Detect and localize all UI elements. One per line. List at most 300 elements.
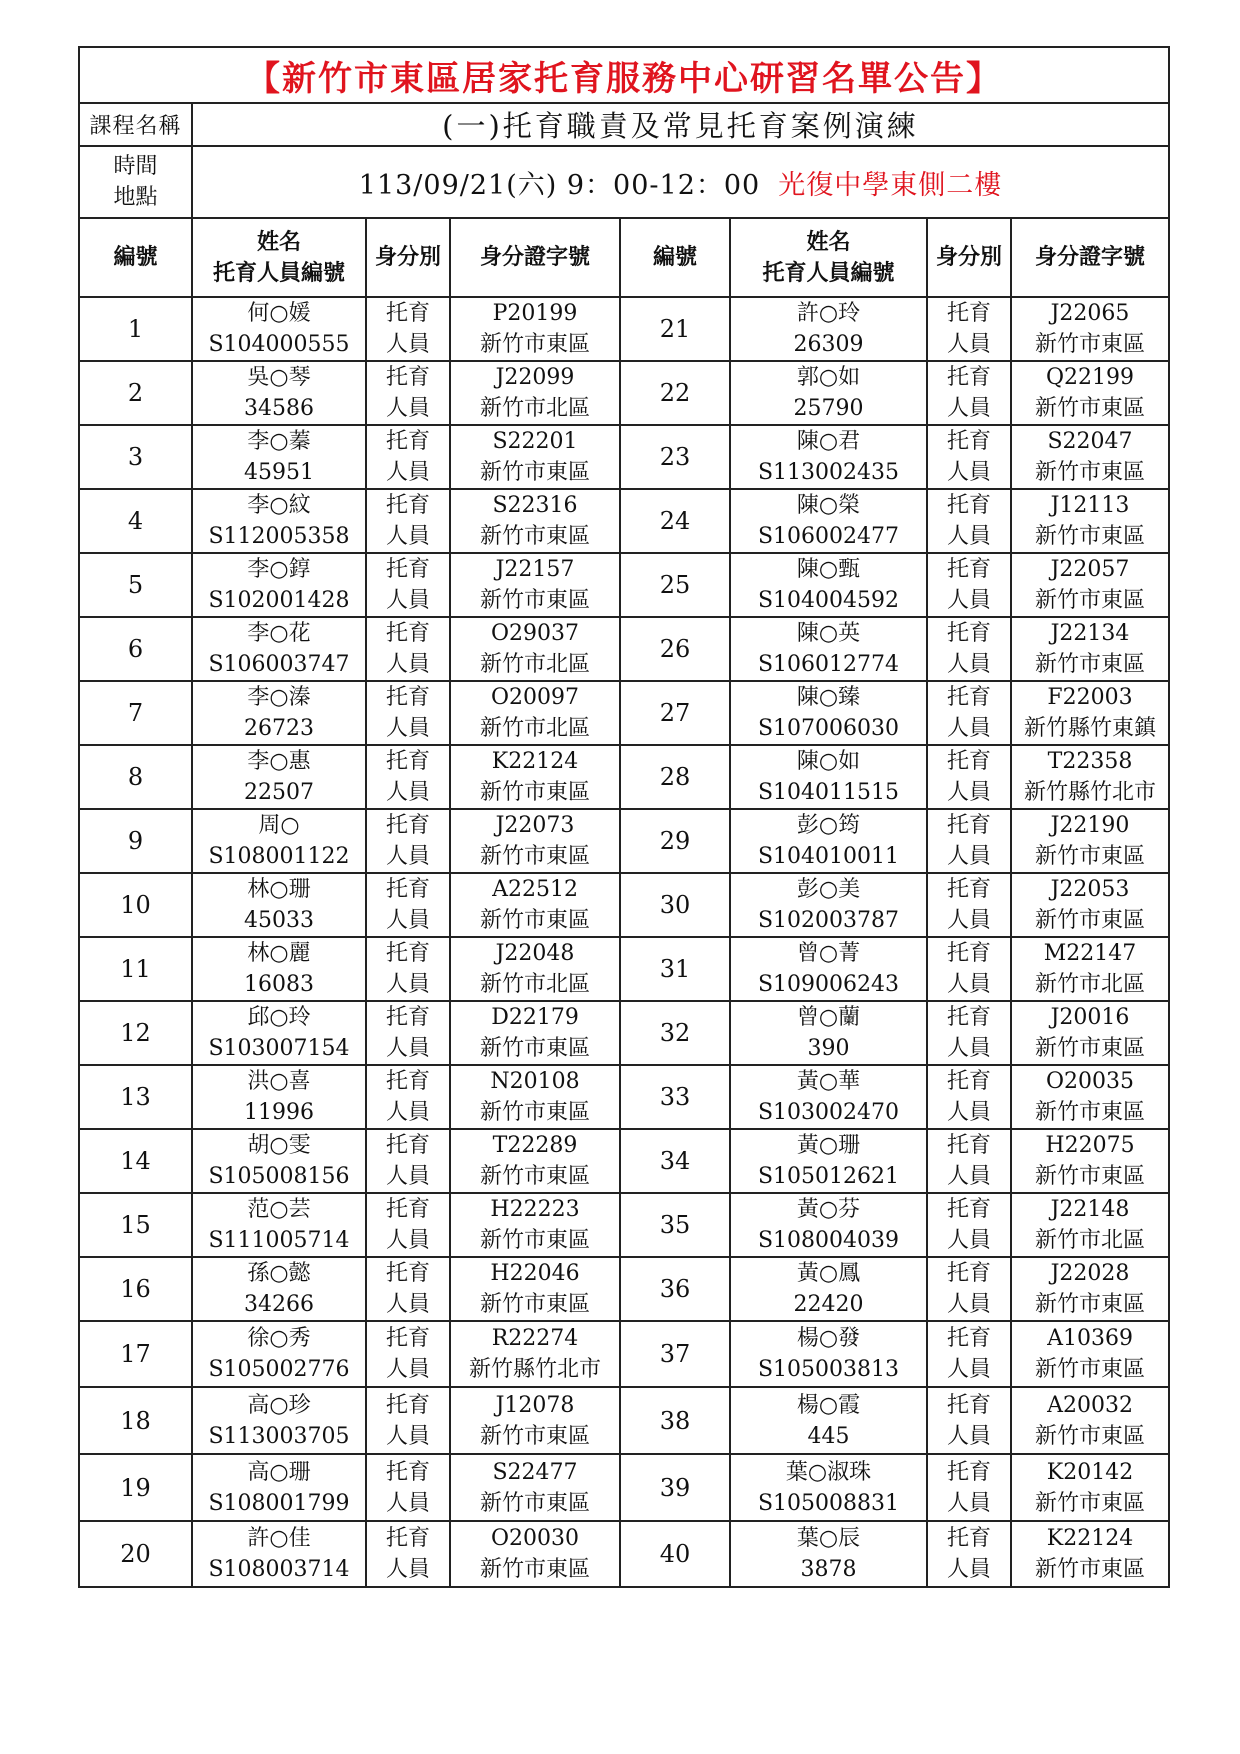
entry-identity: [366, 1521, 450, 1587]
entry-name-code-line2: S109006243: [757, 972, 900, 997]
entry-identity: [366, 361, 450, 425]
entry-identity: [927, 361, 1011, 425]
header-name-line1: 姓名: [256, 228, 301, 255]
entry-id-region: [450, 1387, 620, 1454]
entry-id-region-line1: H22046: [490, 1261, 580, 1286]
entry-identity-line2: 人員: [946, 780, 991, 805]
entry-identity: [366, 297, 450, 361]
table-row: [79, 873, 1169, 937]
entry-name-code: [192, 873, 366, 937]
entry-identity: [927, 1129, 1011, 1193]
entry-identity-line2: 人員: [946, 1100, 991, 1125]
entry-id-region: [1011, 553, 1169, 617]
entry-name-code-line2: 11996: [244, 1100, 314, 1125]
header-identity-left: 身分別: [366, 218, 450, 297]
entry-identity-line1: 托育: [946, 813, 991, 838]
entry-id-region-line1: J22190: [1050, 813, 1130, 838]
entry-id-region: [450, 297, 620, 361]
table-row: [79, 1257, 1169, 1321]
entry-id-region-line2: 新竹市東區: [479, 332, 590, 357]
entry-name-code-line1: 陳○臻: [796, 685, 861, 710]
entry-id-region-line2: 新竹市北區: [479, 716, 590, 741]
entry-id-region: [450, 425, 620, 489]
entry-identity-line2: 人員: [946, 1423, 991, 1449]
entry-identity: [927, 1387, 1011, 1454]
entry-id-region-line1: O20035: [1045, 1069, 1135, 1094]
entry-id-region-line2: 新竹市東區: [479, 1292, 590, 1317]
entry-name-code-line2: S106002477: [757, 524, 900, 549]
entry-id-region-line1: J22048: [495, 941, 575, 966]
entry-id-region-line2: 新竹市東區: [1034, 396, 1145, 421]
entry-no: 27: [620, 681, 730, 745]
entry-id-region: [1011, 1001, 1169, 1065]
entry-no: 5: [79, 553, 192, 617]
entry-id-region-line1: J22134: [1050, 621, 1130, 646]
entry-id-region-line1: H22075: [1045, 1133, 1135, 1158]
entry-name-code: [730, 809, 927, 873]
entry-id-region-line1: K22124: [1046, 1526, 1134, 1551]
entry-name-code: [730, 681, 927, 745]
entry-identity-line1: 托育: [385, 1069, 430, 1094]
entry-identity-line1: 托育: [946, 1459, 991, 1485]
entry-id-region-line1: T22289: [492, 1133, 578, 1158]
entry-name-code-line2: S106012774: [757, 652, 900, 677]
entry-no: 20: [79, 1521, 192, 1587]
entry-name-code-line1: 黃○珊: [796, 1133, 861, 1158]
entry-name-code-line1: 陳○如: [796, 749, 861, 774]
entry-name-code-line1: 李○錞: [247, 557, 311, 582]
location-label: 地點: [113, 185, 158, 210]
entry-id-region-line1: F22003: [1047, 685, 1133, 710]
entry-name-code-line1: 孫○懿: [247, 1261, 311, 1286]
entry-id-region: [450, 1454, 620, 1521]
entry-identity-line2: 人員: [946, 396, 991, 421]
entry-name-code-line1: 彭○筠: [796, 813, 861, 838]
entry-id-region-line2: 新竹市東區: [1034, 460, 1145, 485]
entry-identity-line2: 人員: [946, 1292, 991, 1317]
entry-identity-line2: 人員: [946, 1557, 991, 1582]
entry-id-region-line1: O20030: [490, 1526, 580, 1551]
entry-no: 29: [620, 809, 730, 873]
entry-no: 3: [79, 425, 192, 489]
entry-id-region-line2: 新竹市東區: [1034, 908, 1145, 933]
entry-identity-line2: 人員: [385, 1100, 430, 1125]
entry-id-region: [450, 1257, 620, 1321]
entry-identity-line1: 托育: [385, 813, 430, 838]
entry-identity: [366, 745, 450, 809]
entry-name-code-line2: S102001428: [208, 588, 350, 613]
entry-no: 32: [620, 1001, 730, 1065]
entry-identity: [366, 553, 450, 617]
entry-name-code-line1: 林○珊: [247, 877, 311, 902]
entry-name-code-line2: 390: [807, 1036, 850, 1061]
entry-id-region-line1: J22157: [495, 557, 575, 582]
entry-identity: [366, 1193, 450, 1257]
entry-name-code-line1: 何○媛: [247, 301, 311, 326]
entry-id-region-line2: 新竹市東區: [1034, 844, 1145, 869]
entry-identity-line2: 人員: [385, 524, 430, 549]
entry-name-code-line2: S104010011: [757, 844, 900, 869]
entry-name-code-line2: S108001799: [208, 1490, 350, 1516]
table-row: [79, 1521, 1169, 1587]
entry-name-code-line2: 22507: [244, 780, 314, 805]
entry-id-region-line1: A20032: [1047, 1392, 1133, 1418]
entry-no: 19: [79, 1454, 192, 1521]
entry-id-region: [1011, 937, 1169, 1001]
entry-name-code: [730, 1387, 927, 1454]
entry-name-code: [192, 1001, 366, 1065]
entry-no: 23: [620, 425, 730, 489]
entry-id-region: [1011, 1454, 1169, 1521]
entry-name-code: [730, 1521, 927, 1587]
entry-name-code-line1: 陳○榮: [796, 493, 861, 518]
entry-name-code: [730, 425, 927, 489]
entry-name-code: [192, 745, 366, 809]
entry-name-code-line2: S111005714: [208, 1228, 350, 1253]
header-no-right: 編號: [620, 218, 730, 297]
entry-name-code: [192, 1521, 366, 1587]
entry-name-code: [730, 297, 927, 361]
entry-identity-line2: 人員: [385, 1164, 430, 1189]
entry-identity-line1: 托育: [385, 429, 430, 454]
entry-identity: [366, 1001, 450, 1065]
entry-name-code-line1: 高○珍: [247, 1392, 311, 1418]
entry-name-code: [192, 1454, 366, 1521]
entry-no: 34: [620, 1129, 730, 1193]
entry-identity: [366, 809, 450, 873]
entry-name-code: [192, 1257, 366, 1321]
entry-identity-line1: 托育: [946, 621, 991, 646]
entry-name-code-line2: S102003787: [757, 908, 900, 933]
entry-identity-line1: 托育: [946, 685, 991, 710]
entry-name-code-line2: S105008156: [208, 1164, 350, 1189]
header-name-line1: 姓名: [806, 228, 851, 255]
entry-id-region: [450, 1065, 620, 1129]
entry-id-region-line1: J20016: [1050, 1005, 1130, 1030]
entry-id-region-line1: J12113: [1050, 493, 1130, 518]
entry-name-code-line2: 25790: [793, 396, 864, 421]
entry-id-region-line2: 新竹市東區: [479, 1164, 590, 1189]
entry-identity-line1: 托育: [385, 1261, 430, 1286]
entry-id-region: [450, 361, 620, 425]
entry-id-region-line2: 新竹市北區: [479, 652, 590, 677]
entry-id-region-line2: 新竹市東區: [1034, 1557, 1145, 1582]
entry-id-region: [450, 553, 620, 617]
entry-identity-line1: 托育: [385, 493, 430, 518]
entry-name-code: [730, 1129, 927, 1193]
entry-identity-line2: 人員: [946, 1164, 991, 1189]
entry-identity-line2: 人員: [385, 396, 430, 421]
entry-identity-line1: 托育: [385, 301, 430, 326]
entry-id-region: [450, 1193, 620, 1257]
entry-name-code-line2: 22420: [793, 1292, 864, 1317]
entry-id-region: [1011, 1321, 1169, 1387]
entry-identity: [927, 681, 1011, 745]
time-label: 時間: [113, 154, 158, 179]
entry-name-code: [192, 297, 366, 361]
entry-id-region: [1011, 1521, 1169, 1587]
entry-name-code: [730, 1257, 927, 1321]
entry-id-region: [1011, 297, 1169, 361]
entry-name-code-line1: 曾○蘭: [796, 1005, 861, 1030]
entry-name-code-line1: 洪○喜: [247, 1069, 311, 1094]
entry-id-region-line1: A10369: [1047, 1326, 1133, 1351]
entry-name-code-line1: 林○麗: [247, 941, 311, 966]
entry-no: 9: [79, 809, 192, 873]
entry-name-code-line2: 26723: [244, 716, 314, 741]
entry-no: 37: [620, 1321, 730, 1387]
entry-id-region-line1: J22099: [495, 365, 575, 390]
entry-name-code-line1: 李○溱: [247, 685, 311, 710]
entry-identity-line1: 托育: [385, 1005, 430, 1030]
entry-id-region: [1011, 745, 1169, 809]
entry-identity-line2: 人員: [385, 1292, 430, 1317]
course-row: [79, 103, 1169, 146]
entry-name-code-line1: 黃○芬: [796, 1197, 861, 1222]
entry-identity: [927, 553, 1011, 617]
entry-identity-line2: 人員: [946, 652, 991, 677]
entry-identity-line1: 托育: [946, 493, 991, 518]
entry-identity: [366, 873, 450, 937]
entry-identity-line2: 人員: [946, 1490, 991, 1516]
entry-id-region-line2: 新竹市東區: [1034, 588, 1145, 613]
entry-id-region-line2: 新竹市東區: [1034, 332, 1145, 357]
entry-no: 13: [79, 1065, 192, 1129]
table-row: [79, 937, 1169, 1001]
entry-name-code: [192, 361, 366, 425]
entry-identity-line2: 人員: [385, 332, 430, 357]
entry-identity-line2: 人員: [385, 588, 430, 613]
entry-identity-line1: 托育: [946, 429, 991, 454]
entry-no: 4: [79, 489, 192, 553]
entry-no: 11: [79, 937, 192, 1001]
entry-name-code-line2: 45033: [244, 908, 314, 933]
entry-id-region: [450, 1521, 620, 1587]
entry-id-region-line2: 新竹市東區: [479, 844, 590, 869]
roster-table: [78, 46, 1170, 1588]
entry-identity-line1: 托育: [946, 301, 991, 326]
entry-id-region-line2: 新竹市東區: [1034, 652, 1145, 677]
entry-name-code-line2: S105008831: [757, 1490, 900, 1516]
entry-name-code-line2: S104000555: [208, 332, 350, 357]
entry-id-region-line2: 新竹市東區: [479, 1228, 590, 1253]
entry-id-region: [1011, 361, 1169, 425]
entry-identity-line2: 人員: [946, 524, 991, 549]
entry-id-region-line1: S22316: [492, 493, 578, 518]
entry-identity-line1: 托育: [946, 749, 991, 774]
entry-identity: [366, 1129, 450, 1193]
entry-identity: [366, 1387, 450, 1454]
table-row: [79, 745, 1169, 809]
entry-id-region: [450, 617, 620, 681]
entry-name-code-line1: 陳○甄: [796, 557, 861, 582]
entry-identity-line2: 人員: [385, 716, 430, 741]
entry-id-region-line1: T22358: [1047, 749, 1133, 774]
entry-identity-line2: 人員: [946, 460, 991, 485]
entry-identity-line2: 人員: [946, 1228, 991, 1253]
entry-no: 40: [620, 1521, 730, 1587]
entry-identity: [366, 1321, 450, 1387]
entry-id-region-line1: M22147: [1043, 941, 1137, 966]
entry-identity-line1: 托育: [946, 1326, 991, 1351]
entry-no: 17: [79, 1321, 192, 1387]
entry-name-code: [730, 1001, 927, 1065]
entry-id-region-line1: J22073: [495, 813, 575, 838]
table-row: [79, 1321, 1169, 1387]
entry-identity-line1: 托育: [385, 365, 430, 390]
entry-name-code-line1: 黃○鳳: [796, 1261, 861, 1286]
entry-id-region-line2: 新竹市東區: [479, 1490, 590, 1516]
entry-identity-line2: 人員: [946, 972, 991, 997]
entry-identity: [927, 617, 1011, 681]
schedule-value: [192, 146, 1169, 218]
entry-id-region-line1: S22477: [492, 1459, 578, 1485]
table-row: [79, 1001, 1169, 1065]
entry-id-region: [1011, 681, 1169, 745]
entry-no: 16: [79, 1257, 192, 1321]
entry-id-region: [450, 745, 620, 809]
entry-id-region-line2: 新竹市東區: [479, 1100, 590, 1125]
entry-identity-line1: 托育: [946, 365, 991, 390]
entry-name-code: [192, 553, 366, 617]
entry-name-code-line2: S104004592: [757, 588, 900, 613]
entry-name-code-line2: 26309: [793, 332, 864, 357]
entry-id-region-line2: 新竹市東區: [479, 1423, 590, 1449]
entry-id-region-line2: 新竹縣竹北市: [1023, 780, 1156, 805]
entry-id-region: [450, 1321, 620, 1387]
entry-name-code-line2: S105003813: [757, 1357, 900, 1382]
entry-name-code: [192, 681, 366, 745]
header-no-left: 編號: [79, 218, 192, 297]
entry-no: 22: [620, 361, 730, 425]
entry-name-code-line1: 陳○君: [796, 429, 861, 454]
entry-identity-line1: 托育: [946, 1133, 991, 1158]
entry-name-code-line1: 葉○辰: [796, 1526, 861, 1551]
entry-identity-line1: 托育: [385, 749, 430, 774]
entry-name-code: [192, 425, 366, 489]
entry-no: 18: [79, 1387, 192, 1454]
entry-id-region-line2: 新竹縣竹東鎮: [1023, 716, 1156, 741]
entry-name-code-line2: S104011515: [757, 780, 900, 805]
table-row: [79, 1387, 1169, 1454]
entry-name-code: [730, 1065, 927, 1129]
entry-identity-line1: 托育: [385, 1133, 430, 1158]
entry-identity-line2: 人員: [385, 652, 430, 677]
header-row: [79, 218, 1169, 297]
entry-id-region-line2: 新竹市東區: [1034, 1490, 1145, 1516]
entry-id-region-line2: 新竹市東區: [1034, 1164, 1145, 1189]
entry-name-code-line1: 郭○如: [796, 365, 861, 390]
entry-name-code-line1: 陳○英: [796, 621, 861, 646]
entry-id-region: [450, 489, 620, 553]
entry-name-code-line1: 楊○發: [796, 1326, 861, 1351]
entry-id-region-line1: O20097: [490, 685, 580, 710]
entry-identity-line1: 托育: [385, 1392, 430, 1418]
entry-identity-line1: 托育: [385, 877, 430, 902]
entry-identity: [366, 1454, 450, 1521]
entry-id-region: [450, 809, 620, 873]
entry-identity-line1: 托育: [385, 1526, 430, 1551]
entry-identity: [366, 489, 450, 553]
header-name-line2: 托育人員編號: [212, 259, 345, 286]
entry-identity-line2: 人員: [946, 1036, 991, 1061]
entry-id-region-line1: Q22199: [1045, 365, 1135, 390]
entry-identity-line2: 人員: [946, 716, 991, 741]
entry-name-code-line2: 16083: [244, 972, 314, 997]
entry-name-code-line1: 楊○霞: [796, 1392, 861, 1418]
entry-identity-line2: 人員: [946, 332, 991, 357]
entry-id-region: [1011, 1065, 1169, 1129]
entry-name-code-line2: S113003705: [208, 1423, 350, 1449]
entry-identity-line2: 人員: [385, 1036, 430, 1061]
entry-no: 35: [620, 1193, 730, 1257]
entry-name-code: [192, 937, 366, 1001]
entry-no: 36: [620, 1257, 730, 1321]
entry-name-code: [730, 489, 927, 553]
entry-identity-line2: 人員: [385, 908, 430, 933]
page-title: 【新竹市東區居家托育服務中心研習名單公告】: [79, 47, 1169, 103]
entry-id-region: [450, 681, 620, 745]
entry-name-code-line1: 邱○玲: [247, 1005, 311, 1030]
entry-identity-line2: 人員: [946, 588, 991, 613]
table-row: [79, 1129, 1169, 1193]
table-row: [79, 1065, 1169, 1129]
entry-name-code: [192, 617, 366, 681]
entry-no: 8: [79, 745, 192, 809]
entry-name-code-line1: 許○玲: [796, 301, 861, 326]
entry-id-region-line1: J12078: [495, 1392, 575, 1418]
entry-name-code-line1: 曾○菁: [796, 941, 861, 966]
entry-id-region-line2: 新竹市北區: [479, 972, 590, 997]
entry-no: 15: [79, 1193, 192, 1257]
entry-identity: [366, 937, 450, 1001]
entry-name-code-line1: 李○紋: [247, 493, 311, 518]
course-name: (一)托育職責及常見托育案例演練: [192, 103, 1169, 146]
entry-id-region: [450, 1129, 620, 1193]
entry-name-code: [192, 1387, 366, 1454]
entry-identity: [927, 297, 1011, 361]
entry-id-region-line2: 新竹市東區: [479, 1036, 590, 1061]
entry-identity-line1: 托育: [385, 941, 430, 966]
entry-id-region-line2: 新竹市東區: [479, 1557, 590, 1582]
entry-name-code-line1: 徐○秀: [247, 1326, 311, 1351]
entry-name-code-line1: 葉○淑珠: [785, 1459, 872, 1485]
entry-id-region: [1011, 809, 1169, 873]
header-name-right: [730, 218, 927, 297]
entry-id-region-line2: 新竹市東區: [1034, 1357, 1145, 1382]
entry-id-region: [450, 873, 620, 937]
entry-id-region-line1: H22223: [490, 1197, 580, 1222]
entry-identity-line1: 托育: [385, 1326, 430, 1351]
header-name-line2: 托育人員編號: [762, 259, 895, 286]
entry-no: 21: [620, 297, 730, 361]
entry-identity: [927, 1001, 1011, 1065]
entry-name-code: [730, 745, 927, 809]
entry-id-region-line2: 新竹市東區: [1034, 1036, 1145, 1061]
entry-id-region-line1: S22047: [1047, 429, 1133, 454]
entry-id-region-line1: J22057: [1050, 557, 1130, 582]
entry-name-code-line2: S106003747: [208, 652, 350, 677]
entry-no: 28: [620, 745, 730, 809]
entry-id-region-line2: 新竹市東區: [479, 460, 590, 485]
entry-identity-line2: 人員: [385, 1423, 430, 1449]
entry-name-code: [730, 617, 927, 681]
entry-identity: [366, 1257, 450, 1321]
entry-identity-line1: 托育: [946, 1197, 991, 1222]
entry-name-code: [192, 1193, 366, 1257]
entry-no: 30: [620, 873, 730, 937]
entry-identity: [366, 425, 450, 489]
